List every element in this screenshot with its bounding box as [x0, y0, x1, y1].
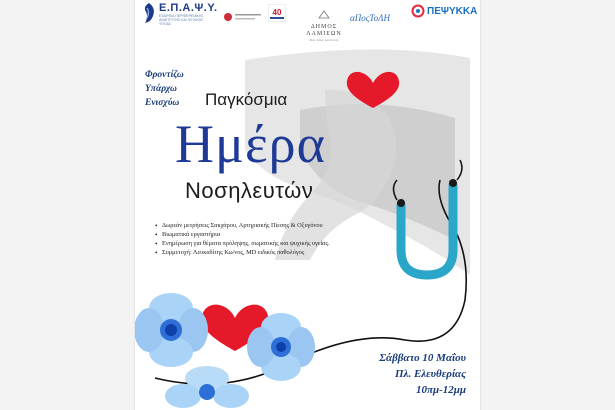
dimos-tagline: Στην πόλη, κοντά σας [309, 38, 339, 42]
service-item: • Δωρεάν μετρήσεις Σακχάρου, Αρτηριακής Πίεσης & Οξυγόνου [155, 222, 335, 230]
dimos-title: ΔΗΜΟΣ [310, 24, 338, 30]
motto [145, 68, 184, 110]
epapsy-title: Ε.Π.Α.Ψ.Υ. [159, 2, 218, 14]
psewkka-logo [411, 4, 477, 18]
apostoli-title: αΠοςΤοΛΗ [350, 13, 390, 23]
psewkka-title: ΠΕΨΥΚΚΑ [427, 5, 478, 17]
dimos-emblem-icon [318, 10, 330, 19]
forty-badge-icon [268, 4, 286, 22]
services-list [155, 222, 335, 258]
dimos-name: ΛΑΜΙΕΩΝ [306, 31, 342, 37]
stethoscope-tip-left [449, 179, 457, 187]
event-place: Πλ. Ελευθερίας [395, 368, 466, 380]
service-item: • Ενημέρωση για θέματα πρόληψης, σωματικής και ψυχικής υγείας. [155, 240, 335, 248]
service-item: • Συμμετοχή: Λευκαδίτης Κω/νος, MD ειδικός παθολόγος [155, 249, 335, 257]
service-item: • Βιωματικά εργαστήρια [155, 231, 335, 239]
poster-artwork [135, 0, 480, 410]
flower-bottom [165, 366, 249, 408]
flower-left [135, 293, 208, 367]
event-date: Σάββατο 10 Μαΐου [379, 352, 466, 364]
epapsy-logo [141, 2, 218, 26]
epapsy-mark-icon [141, 2, 157, 24]
heading-line-1: Παγκόσμια [205, 90, 288, 109]
event-info [379, 350, 466, 398]
logos-bar [135, 0, 480, 40]
heading-line-3: Νοσηλευτών [185, 178, 314, 203]
apostoli-logo [350, 8, 390, 26]
forty-badge-text: 40 [272, 8, 282, 17]
poster [135, 0, 480, 410]
stethoscope-tip-right [397, 199, 405, 207]
motto-line-3: Ενισχύω [145, 98, 180, 108]
epapsy-subtitle: ΕΤΑΙΡΕΙΑ ΠΕΡΙΦΕΡΕΙΑΚΗΣ ΑΝΑΠΤΥΞΗΣ ΚΑΙ ΨΥΧΙΚΗΣ ΥΓΕΙΑΣ [159, 14, 204, 26]
event-time: 10πμ-12μμ [415, 384, 466, 396]
heading-line-2: Ημέρα [175, 114, 326, 174]
motto-line-1: Φροντίζω [145, 70, 184, 80]
psewkka-ring-icon [411, 4, 425, 18]
partner-flower-icon [223, 11, 263, 23]
dimos-lamieon-logo [299, 6, 349, 42]
partner-logo [223, 10, 263, 28]
motto-line-2: Υπάρχω [145, 84, 177, 94]
forty-years-logo [268, 4, 286, 27]
